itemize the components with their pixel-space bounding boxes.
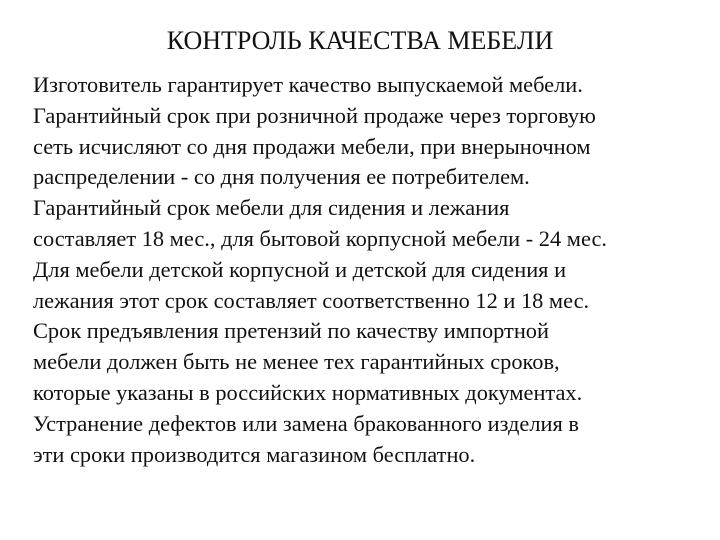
slide-title: КОНТРОЛЬ КАЧЕСТВА МЕБЕЛИ	[166, 26, 554, 55]
body-line: Устранение дефектов или замена бракованного изделия в	[33, 410, 579, 436]
body-line: эти сроки производится магазином бесплатно.	[33, 441, 476, 467]
body-line: Для мебели детской корпусной и детской для сидения и	[33, 256, 567, 282]
body-line: составляет 18 мес., для бытовой корпусной мебели - 24 мес.	[33, 225, 608, 251]
body-line: сеть исчисляют со дня продажи мебели, при внерыночном	[33, 133, 591, 159]
body-line: распределении - со дня получения ее потребителем.	[33, 164, 530, 190]
slide-body-text	[33, 70, 713, 470]
body-line: Изготовитель гарантирует качество выпускаемой мебели.	[33, 72, 583, 97]
body-line: Гарантийный срок при розничной продаже через торговую	[33, 102, 596, 128]
body-line: Срок предъявления претензий по качеству импортной	[33, 318, 549, 344]
body-line: Гарантийный срок мебели для сидения и лежания	[33, 195, 510, 221]
body-line: мебели должен быть не менее тех гарантийных сроков,	[33, 349, 560, 375]
body-line: лежания этот срок составляет соответственно 12 и 18 мес.	[33, 287, 590, 313]
body-line: которые указаны в российских нормативных документах.	[33, 379, 583, 405]
